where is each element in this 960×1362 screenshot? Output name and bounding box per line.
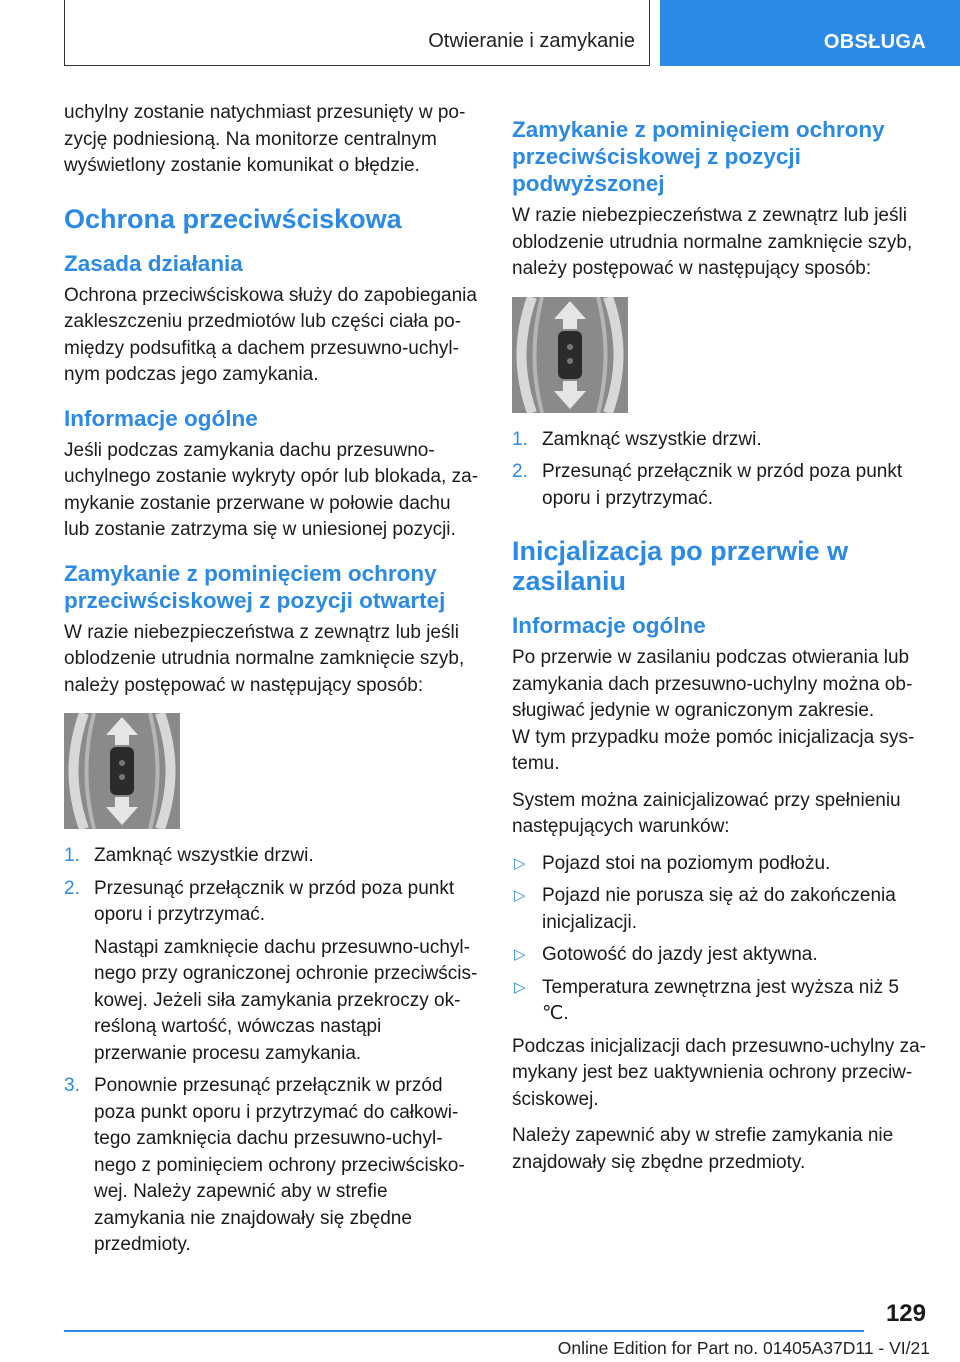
right-steps-list — [512, 427, 926, 513]
condition-text: Pojazd stoi na poziomym podłożu. — [542, 852, 831, 874]
edition-note: Online Edition for Part no. 01405A37D11 - VI/21 — [557, 1338, 930, 1358]
list-item — [64, 876, 478, 1068]
list-item — [512, 459, 926, 512]
step-number: 3. — [64, 1075, 80, 1096]
subheading-general-info: Informacje ogólne — [512, 613, 706, 638]
chapter-title: Otwieranie i zamykanie — [428, 30, 635, 52]
power-interruption-paragraph: Po przerwie w zasilaniu podczas otwierania lub zamykania dach przesuwno-uchylny można obsługiwać jedynie w ograniczonym zakresie. — [512, 647, 913, 721]
chapter-title-box — [64, 0, 650, 66]
left-steps-list — [64, 843, 478, 1259]
list-item — [512, 975, 926, 1028]
condition-text: Pojazd nie porusza się aż do zakończenia inicjalizacji. — [542, 885, 896, 933]
roof-switch-image — [64, 713, 180, 829]
step-text: Ponownie przesunąć przełącznik w przód poza punkt oporu i przytrzymać do całkowitego zamknięcia dachu przesuwno-uchylnego z pominięciem ochrony przeciwściskowej. Należy zapewnić aby w strefie zamykania nie znajdowały się zbędne przedmioty. — [94, 1075, 465, 1255]
subheading-close-from-open: Zamykanie z pominięciem ochrony przeciwściskowej z pozycji otwartej — [64, 560, 446, 613]
initialization-help-paragraph: W tym przypadku może pomóc inicjalizacja systemu. — [512, 726, 915, 774]
step-number: 2. — [512, 461, 528, 482]
step-number: 1. — [64, 845, 80, 866]
page-number: 129 — [885, 1300, 926, 1327]
step-text: Zamknąć wszystkie drzwi. — [94, 845, 314, 866]
principle-paragraph: Ochrona przeciwściskowa służy do zapobiegania zakleszczeniu przedmiotów lub części ciała pomiędzy podsufitką a dachem przesuwno-uchylnym podczas jego zamykania. — [64, 284, 477, 385]
list-item — [512, 851, 926, 878]
step-text: Przesunąć przełącznik w przód poza punkt oporu i przytrzymać. — [542, 461, 903, 509]
general-info-paragraph: Jeśli podczas zamykania dachu przesuwno-uchylnego zostanie wykryty opór lub blokada, zamykanie zostanie przerwane w połowie dachu lub zostanie zatrzyma się w uniesionej pozycji. — [64, 439, 479, 540]
intro-paragraph: uchylny zostanie natychmiast przesunięty w pozycję podniesioną. Na monitorze centralnym wyświetlony zostanie komunikat o błędzie. — [64, 102, 466, 176]
conditions-list — [512, 851, 926, 1028]
step-text: Przesunąć przełącznik w przód poza punkt oporu i przytrzymać. — [94, 877, 455, 925]
list-item — [512, 883, 926, 936]
close-from-raised-paragraph: W razie niebezpieczeństwa z zewnątrz lub jeśli oblodzenie utrudnia normalne zamknięcie szyb, należy postępować w następujący sposób: — [512, 205, 913, 279]
step-number: 1. — [512, 428, 528, 450]
list-item — [64, 1073, 478, 1259]
triangle-bullet-icon: ▷ — [514, 854, 526, 872]
page-header — [0, 0, 960, 66]
roof-switch-image — [512, 297, 628, 413]
step-text: Zamknąć wszystkie drzwi. — [542, 428, 762, 450]
step-note: Nastąpi zamknięcie dachu przesuwno-uchylnego przy ograniczonej ochronie przeciwściskowej. Jeżeli siła zamykania przekroczy określoną wartość, wówczas nastąpi przerwanie procesu zamykania. — [94, 936, 478, 1064]
clear-zone-paragraph: Należy zapewnić aby w strefie zamykania nie znajdowały się zbędne przedmioty. — [512, 1125, 894, 1173]
section-tab-label: OBSŁUGA — [823, 31, 926, 53]
conditions-intro-paragraph: System można zainicjalizować przy spełnieniu następujących warunków: — [512, 789, 901, 837]
list-item — [64, 843, 478, 870]
triangle-bullet-icon: ▷ — [514, 946, 526, 963]
step-number: 2. — [64, 877, 80, 899]
triangle-bullet-icon: ▷ — [514, 978, 526, 996]
condition-text: Temperatura zewnętrzna jest wyższa niż 5 ℃. — [542, 976, 899, 1024]
initialization-note-paragraph: Podczas inicjalizacji dach przesuwno-uchylny zamykany jest bez uaktywnienia ochrony przeciwściskowej. — [512, 1035, 926, 1110]
subheading-principle: Zasada działania — [64, 250, 243, 276]
triangle-bullet-icon: ▷ — [514, 887, 526, 904]
subheading-general-info: Informacje ogólne — [64, 405, 258, 431]
list-item — [512, 942, 926, 969]
section-tab — [660, 0, 960, 66]
condition-text: Gotowość do jazdy jest aktywna. — [542, 944, 818, 965]
footer-divider — [64, 1330, 864, 1332]
right-column — [512, 100, 926, 1186]
list-item — [512, 427, 926, 454]
subheading-close-from-raised: Zamykanie z pominięciem ochrony przeciwściskowej z pozycji podwyższonej — [512, 117, 885, 196]
left-column — [64, 100, 478, 1265]
section-heading-anti-pinch: Ochrona przeciwściskowa — [64, 203, 402, 234]
section-heading-initialization: Inicjalizacja po przerwie w zasilaniu — [512, 536, 849, 596]
close-from-open-paragraph: W razie niebezpieczeństwa z zewnątrz lub jeśli oblodzenie utrudnia normalne zamknięcie szyb, należy postępować w następujący sposób: — [64, 621, 465, 696]
